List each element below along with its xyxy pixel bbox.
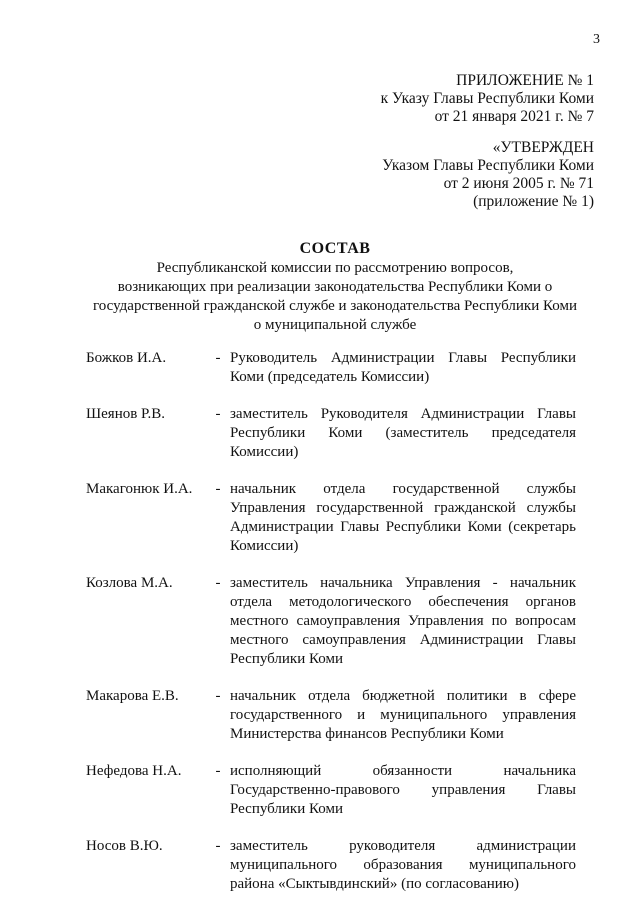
member-position: заместитель начальника Управления - начальник отдела методологического обеспечения органов местного самоуправления Управления по вопросам местного самоуправления Администрации Главы Республики Коми: [230, 575, 576, 667]
member-name: Носов В.Ю.: [86, 838, 163, 854]
member-name: Шеянов Р.В.: [86, 406, 166, 422]
document-subtitle-line: государственной гражданской службе и законодательства Республики Коми: [93, 298, 577, 314]
title-block: [80, 239, 590, 335]
appendix-header: [381, 72, 594, 126]
document-subtitle-line: о муниципальной службе: [253, 317, 417, 333]
member-position: начальник отдела бюджетной политики в сфере государственного и муниципального управления Министерства финансов Республики Коми: [230, 688, 576, 742]
member-name: Божков И.А.: [86, 350, 167, 366]
approval-line-1: «УТВЕРЖДЕН: [492, 139, 594, 156]
member-position: заместитель Руководителя Администрации Главы Республики Коми (заместитель председателя Комиссии): [230, 406, 576, 460]
member-name: Макарова Е.В.: [86, 688, 179, 704]
approval-line-2: Указом Главы Республики Коми: [382, 157, 594, 174]
appendix-line-1: ПРИЛОЖЕНИЕ № 1: [456, 72, 594, 89]
approval-line-3: от 2 июня 2005 г. № 71: [443, 175, 594, 192]
member-position: заместитель руководителя администрации муниципального образования муниципального района «Сыктывдинский» (по согласованию): [230, 838, 576, 892]
member-dash: -: [215, 481, 221, 497]
appendix-line-3: от 21 января 2021 г. № 7: [434, 108, 594, 125]
members-list: [86, 349, 576, 912]
member-position: Руководитель Администрации Главы Республики Коми (председатель Комиссии): [230, 350, 576, 385]
member-position: исполняющий обязанности начальника Государственно-правового управления Главы Республики Коми: [230, 763, 576, 817]
member-name: Макагонюк И.А.: [86, 481, 193, 497]
member-row: [86, 687, 576, 744]
member-dash: -: [215, 350, 221, 366]
appendix-line-2: к Указу Главы Республики Коми: [380, 90, 594, 107]
member-row: [86, 480, 576, 556]
member-row: [86, 349, 576, 387]
page-number: 3: [593, 32, 600, 47]
document-subtitle-line: возникающих при реализации законодательства Республики Коми о: [117, 279, 553, 295]
approval-header: [382, 139, 594, 211]
member-row: [86, 405, 576, 462]
member-name: Козлова М.А.: [86, 575, 173, 591]
document-title: СОСТАВ: [299, 240, 371, 257]
member-row: [86, 762, 576, 819]
member-dash: -: [215, 406, 221, 422]
member-dash: -: [215, 763, 221, 779]
member-row: [86, 574, 576, 669]
member-dash: -: [215, 838, 221, 854]
document-subtitle-line: Республиканской комиссии по рассмотрению вопросов,: [156, 260, 514, 276]
member-dash: -: [215, 688, 221, 704]
member-position: начальник отдела государственной службы Управления государственной гражданской службы Администрации Главы Республики Коми (секретарь Комиссии): [230, 481, 576, 554]
member-name: Нефедова Н.А.: [86, 763, 182, 779]
approval-line-4: (приложение № 1): [473, 193, 594, 210]
member-dash: -: [215, 575, 221, 591]
member-row: [86, 837, 576, 894]
